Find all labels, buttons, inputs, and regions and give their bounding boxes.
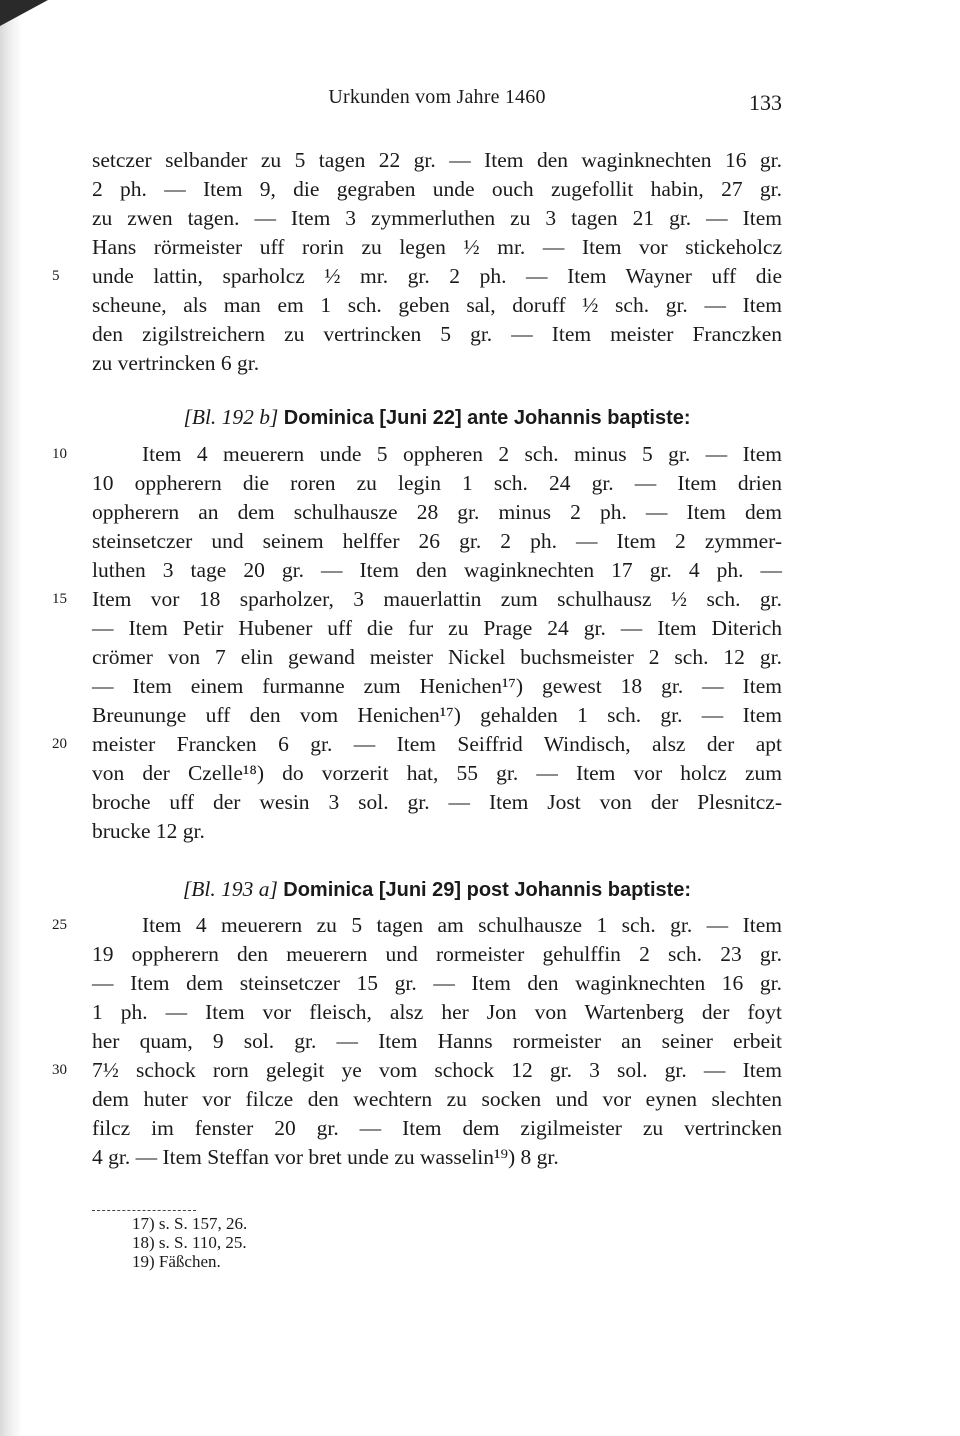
running-head <box>92 86 782 116</box>
line-number: 30 <box>52 1062 67 1078</box>
text-line: 1 ph. — Item vor fleisch, alsz her Jon von Wartenberg der foyt <box>92 1000 782 1024</box>
text-line: unde lattin, sparholcz ½ mr. gr. 2 ph. — Item Wayner uff die <box>92 264 782 288</box>
line-number: 5 <box>52 268 60 284</box>
text-line: Hans rörmeister uff rorin zu legen ½ mr. — Item vor stickeholcz <box>92 235 782 259</box>
text-line: luthen 3 tage 20 gr. — Item den waginknechten 17 gr. 4 ph. — <box>92 558 782 582</box>
text-line: den zigilstreichern zu vertrincken 5 gr. — Item meister Franczken <box>92 322 782 346</box>
text-line: 4 gr. — Item Steffan vor bret unde zu wasselin¹⁹) 8 gr. <box>92 1145 559 1169</box>
text-line: scheune, als man em 1 sch. geben sal, doruff ½ sch. gr. — Item <box>92 293 782 317</box>
text-line: Breununge uff den vom Henichen¹⁷) gehalden 1 sch. gr. — Item <box>92 703 782 727</box>
text-line: her quam, 9 sol. gr. — Item Hanns rormeister an seiner erbeit <box>92 1029 782 1053</box>
section-heading <box>92 874 782 904</box>
scan-corner-mark <box>0 0 48 26</box>
footnote-mark: 18) <box>132 1233 155 1252</box>
text-line: — Item dem steinsetczer 15 gr. — Item den waginknechten 16 gr. <box>92 971 782 995</box>
text-line: dem huter vor filcze den wechtern zu socken und vor eynen slechten <box>92 1087 782 1111</box>
text-line: oppherern an dem schulhausze 28 gr. minus 2 ph. — Item dem <box>92 500 782 524</box>
page-number: 133 <box>749 90 782 115</box>
text-line: 10 oppherern die roren zu legin 1 sch. 24 gr. — Item drien <box>92 471 782 495</box>
text-line: setczer selbander zu 5 tagen 22 gr. — Item den waginknechten 16 gr. <box>92 148 782 172</box>
running-head-title: Urkunden vom Jahre 1460 <box>328 86 546 108</box>
footnote-rule <box>92 1210 196 1211</box>
text-line: meister Francken 6 gr. — Item Seiffrid Windisch, alsz der apt <box>92 732 782 756</box>
text-line: filcz im fenster 20 gr. — Item dem zigilmeister zu vertrincken <box>92 1116 782 1140</box>
text-line: brucke 12 gr. <box>92 819 205 843</box>
section-title: Dominica [Juni 29] post Johannis baptiste: <box>283 879 692 901</box>
line-number: 10 <box>52 446 67 462</box>
footnote-text: Fäßchen. <box>158 1252 221 1271</box>
line-number: 15 <box>52 591 67 607</box>
footnotes <box>132 1214 432 1271</box>
footnote <box>132 1233 432 1252</box>
line-number: 25 <box>52 917 67 933</box>
text-line: von der Czelle¹⁸) do vorzerit hat, 55 gr. — Item vor holcz zum <box>92 761 782 785</box>
text-line: zu vertrincken 6 gr. <box>92 351 260 375</box>
text-line: Item 4 meuerern zu 5 tagen am schulhausze 1 sch. gr. — Item <box>142 913 782 937</box>
text-line: 2 ph. — Item 9, die gegraben unde ouch zugefollit habin, 27 gr. <box>92 177 782 201</box>
line-number: 20 <box>52 736 67 752</box>
text-line: broche uff der wesin 3 sol. gr. — Item Jost von der Plesnitcz- <box>92 790 782 814</box>
text-line: — Item einem furmanne zum Henichen¹⁷) gewest 18 gr. — Item <box>92 674 782 698</box>
text-line: Item 4 meuerern unde 5 oppheren 2 sch. minus 5 gr. — Item <box>142 442 782 466</box>
text-line: — Item Petir Hubener uff die fur zu Prage 24 gr. — Item Diterich <box>92 616 782 640</box>
text-line: steinsetczer und seinem helffer 26 gr. 2 ph. — Item 2 zymmer- <box>92 529 782 553</box>
text-line: crömer von 7 elin gewand meister Nickel buchsmeister 2 sch. 12 gr. <box>92 645 782 669</box>
text-line: Item vor 18 sparholzer, 3 mauerlattin zum schulhausz ½ sch. gr. <box>92 587 782 611</box>
section-title: Dominica [Juni 22] ante Johannis baptiste: <box>283 407 691 429</box>
footnote-text: s. S. 157, 26. <box>158 1214 248 1233</box>
footnote-mark: 19) <box>132 1252 155 1271</box>
scan-edge-shadow <box>0 0 22 1436</box>
text-line: zu zwen tagen. — Item 3 zymmerluthen zu 3 tagen 21 gr. — Item <box>92 206 782 230</box>
section-heading <box>92 402 782 432</box>
footnote <box>132 1214 432 1233</box>
text-line: 7½ schock rorn gelegit ye vom schock 12 gr. 3 sol. gr. — Item <box>92 1058 782 1082</box>
footnote <box>132 1252 432 1271</box>
footnote-text: s. S. 110, 25. <box>158 1233 247 1252</box>
folio-reference: [Bl. 192 b] <box>183 405 279 429</box>
footnote-mark: 17) <box>132 1214 155 1233</box>
text-line: 19 oppherern den meuerern und rormeister gehulffin 2 sch. 23 gr. <box>92 942 782 966</box>
folio-reference: [Bl. 193 a] <box>182 877 278 901</box>
